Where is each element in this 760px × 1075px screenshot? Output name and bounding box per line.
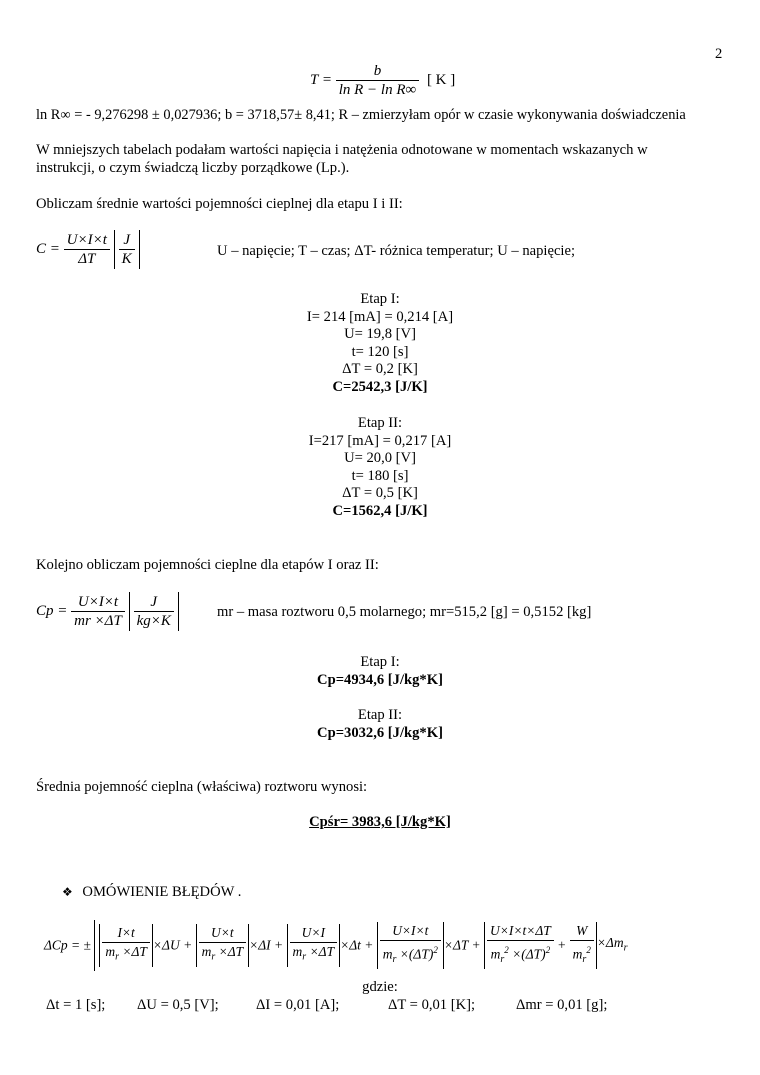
etap-2-line: t= 180 [s] — [351, 467, 409, 484]
formula-T — [310, 62, 455, 99]
legend-Cp: mr – masa roztworu 0,5 molarnego; mr=515,2 [g] = 0,5152 [kg] — [217, 604, 592, 620]
etap-1-line: ΔT = 0,2 [K] — [342, 361, 418, 378]
etap-1-line: t= 120 [s] — [351, 343, 409, 360]
formula-C-num: U×I×t — [64, 231, 110, 250]
cp-etap-2-result: Cp=3032,6 [J/kg*K] — [317, 724, 443, 741]
etap-2-title: Etap II: — [357, 415, 403, 431]
formula-Cp-den: mr ×ΔT — [74, 613, 122, 629]
formula-C-unit — [119, 231, 135, 268]
cp-etap-2-title: Etap II: — [357, 707, 403, 723]
formula-T-lhs: T = — [310, 72, 332, 88]
formula-C-unit-num: J — [119, 231, 135, 250]
delta-dU: ΔU = 0,5 [V]; — [137, 997, 219, 1013]
formula-T-unit: [ K ] — [426, 72, 456, 88]
etap-2-block — [0, 415, 760, 521]
formula-T-den: ln R − ln R∞ — [338, 82, 417, 98]
delta-dmr: Δmr = 0,01 [g]; — [516, 997, 608, 1013]
delta-dt: Δt = 1 [s]; — [46, 997, 106, 1013]
etap-2-line: ΔT = 0,5 [K] — [342, 485, 418, 502]
paragraph-1-line-2: instrukcji, o czym świadczą liczby porządkowe (Lp.). — [36, 160, 350, 176]
etap-2-line: I=217 [mA] = 0,217 [A] — [308, 432, 452, 449]
etap-2-line: U= 20,0 [V] — [344, 450, 416, 467]
line-ln-parameters: ln R∞ = - 9,276298 ± 0,027936; b = 3718,57± 8,41; R – zmierzyłam opór w czasie wykonywania doświadczenia — [36, 107, 686, 123]
formula-Cp-lhs: Cp = — [36, 603, 68, 619]
cp-etap-1-title: Etap I: — [360, 654, 400, 670]
delta-dT: ΔT = 0,01 [K]; — [388, 997, 476, 1013]
error-formula-body: $\frac{I\times t}{m_r \times\Delta T}$ ×ΔU + $\frac{U\times t}{m_r \times\Delta T}$ ×ΔI + $\frac{U\times I}{m_r \times\Delta T}$ ×Δt + $\frac{U\times I\times t}{m_r \times(\Delta T)^2}$ ×ΔT + $\frac{U\times I\times t\times\Delta T}{m_r^2 \times(\Delta T)^2}$ + $\frac{W}{m_r^2}$ $\times\Delta m_r$ — [94, 920, 629, 971]
legend-C: U – napięcie; T – czas; ΔT- różnica temperatur; U – napięcie; — [217, 243, 576, 259]
cp-etap-1-block — [0, 654, 760, 689]
formula-C — [36, 230, 140, 269]
formula-C-den: ΔT — [78, 251, 96, 267]
etap-1-line: U= 19,8 [V] — [344, 326, 416, 343]
paragraph-4: Średnia pojemność cieplna (właściwa) roztworu wynosi: — [36, 779, 368, 795]
paragraph-1-line-1: W mniejszych tabelach podałam wartości napięcia i natężenia odnotowane w momentach wskazanych w — [36, 142, 648, 158]
formula-T-fraction — [336, 62, 419, 99]
section-heading-text: OMÓWIENIE BŁĘDÓW . — [82, 884, 242, 900]
cp-average-result: Cpśr= 3983,6 [J/kg*K] — [309, 814, 451, 830]
formula-Cp-unit-den: kg×K — [136, 613, 171, 629]
cp-etap-2-block — [0, 707, 760, 742]
error-formula-lhs: ΔCp = ± — [44, 937, 91, 953]
formula-Cp — [36, 592, 179, 631]
page-number: 2 — [715, 46, 723, 62]
formula-Cp-unit-num: J — [134, 593, 174, 612]
formula-C-lhs: C = — [36, 241, 60, 257]
etap-1-block — [0, 291, 760, 397]
error-formula — [44, 920, 630, 971]
formula-C-unit-bracket — [114, 230, 140, 269]
etap-1-result: C=2542,3 [J/K] — [332, 378, 428, 395]
gdzie-label: gdzie: — [362, 979, 398, 995]
section-heading — [62, 884, 241, 901]
paragraph-3: Kolejno obliczam pojemności cieplne dla etapów I oraz II: — [36, 557, 379, 573]
paragraph-2: Obliczam średnie wartości pojemności cieplnej dla etapu I i II: — [36, 196, 403, 212]
cp-etap-1-result: Cp=4934,6 [J/kg*K] — [317, 671, 443, 688]
formula-C-unit-den: K — [121, 251, 132, 267]
formula-Cp-fraction — [71, 593, 125, 630]
etap-2-result: C=1562,4 [J/K] — [332, 502, 428, 519]
bullet-icon: ❖ — [62, 885, 73, 899]
formula-Cp-unit — [134, 593, 174, 630]
formula-Cp-num: U×I×t — [71, 593, 125, 612]
formula-C-fraction — [64, 231, 110, 268]
formula-T-num: b — [336, 62, 419, 81]
delta-dI: ΔI = 0,01 [A]; — [256, 997, 340, 1013]
etap-1-title: Etap I: — [360, 291, 400, 307]
formula-Cp-unit-bracket — [129, 592, 179, 631]
etap-1-line: I= 214 [mA] = 0,214 [A] — [306, 308, 454, 325]
